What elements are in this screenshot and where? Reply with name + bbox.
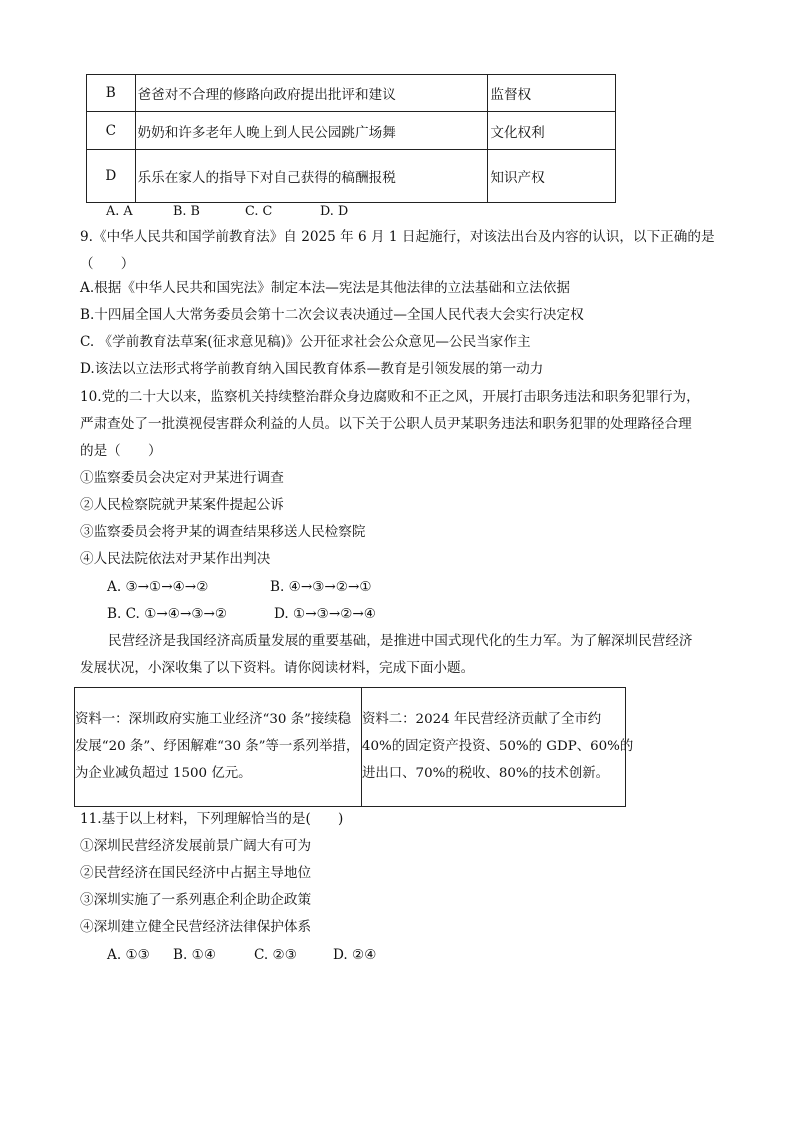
q11-statement-1: ①深圳民营经济发展前景广阔大有可为 bbox=[80, 838, 312, 854]
row-letter: B bbox=[87, 75, 136, 112]
row-content: 奶奶和许多老年人晚上到人民公园跳广场舞 bbox=[135, 112, 488, 150]
q9-option-c: C. 《学前教育法草案(征求意见稿)》公开征求社会公众意见—公民当家作主 bbox=[80, 334, 531, 350]
material-one bbox=[75, 706, 361, 787]
material-one-line1: 资料一：深圳政府实施工业经济“30 条”接续稳 bbox=[75, 712, 352, 727]
rights-table bbox=[86, 74, 616, 203]
q9-option-d: D.该法以立法形式将学前教育纳入国民教育体系—教育是引领发展的第一动力 bbox=[80, 361, 544, 377]
table-row bbox=[87, 150, 616, 203]
q11-statement-3: ③深圳实施了一系列惠企利企助企政策 bbox=[80, 892, 312, 908]
row-right: 文化权利 bbox=[488, 112, 616, 150]
q10-statement-3: ③监察委员会将尹某的调查结果移送人民检察院 bbox=[80, 524, 366, 540]
material-one-line2: 发展“20 条”、纾困解难“30 条”等一系列举措， bbox=[75, 739, 360, 754]
material-one-line3: 为企业减负超过 1500 亿元。 bbox=[75, 766, 252, 781]
q10-statement-1: ①监察委员会决定对尹某进行调查 bbox=[80, 470, 284, 486]
q10-stem-line3: 的是（ ） bbox=[80, 443, 162, 459]
table-row bbox=[87, 112, 616, 150]
q11-option-d: D. ②④ bbox=[333, 947, 377, 963]
row-right: 监督权 bbox=[488, 75, 616, 112]
row-right: 知识产权 bbox=[488, 150, 616, 203]
q11-statement-2: ②民营经济在国民经济中占据主导地位 bbox=[80, 865, 312, 881]
q8-option-b: B. B bbox=[173, 204, 200, 219]
q10-option-d: D. ①→③→②→④ bbox=[274, 606, 376, 622]
q11-option-b: B. ①④ bbox=[173, 947, 217, 963]
q10-option-b: B. ④→③→②→① bbox=[270, 579, 372, 595]
material-two-line2: 40%的固定资产投资、50%的 GDP、60%的 bbox=[362, 739, 634, 754]
material-two-line1: 资料二：2024 年民营经济贡献了全市约 bbox=[362, 712, 602, 727]
q10-option-c: B. C. ①→④→③→② bbox=[107, 606, 228, 622]
row-content: 爸爸对不合理的修路向政府提出批评和建议 bbox=[135, 75, 488, 112]
q8-option-d: D. D bbox=[320, 204, 349, 219]
q8-option-c: C. C bbox=[245, 204, 273, 219]
material-two-line3: 进出口、70%的税收、80%的技术创新。 bbox=[362, 766, 609, 781]
intro-line1: 民营经济是我国经济高质量发展的重要基础，是推进中国式现代化的生力军。为了解深圳民营经济 bbox=[108, 633, 693, 649]
q10-stem-line1: 10.党的二十大以来，监察机关持续整治群众身边腐败和不正之风，开展打击职务违法和职务犯罪行为， bbox=[80, 389, 700, 405]
q9-option-b: B.十四届全国人大常务委员会第十二次会议表决通过—全国人民代表大会实行决定权 bbox=[80, 307, 584, 323]
q10-option-a: A. ③→①→④→② bbox=[107, 579, 209, 595]
q9-stem: 9.《中华人民共和国学前教育法》自 2025 年 6 月 1 日起施行，对该法出台及内容的认识，以下正确的是 bbox=[80, 229, 715, 245]
intro-line2: 发展状况，小深收集了以下资料。请你阅读材料，完成下面小题。 bbox=[80, 660, 475, 676]
q9-answer-paren: （ ） bbox=[80, 256, 135, 272]
q11-statement-4: ④深圳建立健全民营经济法律保护体系 bbox=[80, 919, 312, 935]
table-row bbox=[87, 75, 616, 112]
q8-option-a: A. A bbox=[106, 204, 133, 219]
row-letter: D bbox=[87, 150, 136, 203]
material-two bbox=[362, 706, 634, 787]
q10-statement-2: ②人民检察院就尹某案件提起公诉 bbox=[80, 497, 284, 513]
row-letter: C bbox=[87, 112, 136, 150]
q11-option-a: A. ①③ bbox=[107, 947, 150, 963]
q11-stem: 11.基于以上材料，下列理解恰当的是( ) bbox=[80, 811, 344, 827]
row-content: 乐乐在家人的指导下对自己获得的稿酬报税 bbox=[135, 150, 488, 203]
q10-statement-4: ④人民法院依法对尹某作出判决 bbox=[80, 551, 271, 567]
q9-option-a: A.根据《中华人民共和国宪法》制定本法—宪法是其他法律的立法基础和立法依据 bbox=[80, 280, 570, 296]
materials-table bbox=[74, 687, 634, 807]
q10-stem-line2: 严肃查处了一批漠视侵害群众利益的人员。以下关于公职人员尹某职务违法和职务犯罪的处理路径合理 bbox=[80, 416, 692, 432]
q11-option-c: C. ②③ bbox=[254, 947, 297, 963]
